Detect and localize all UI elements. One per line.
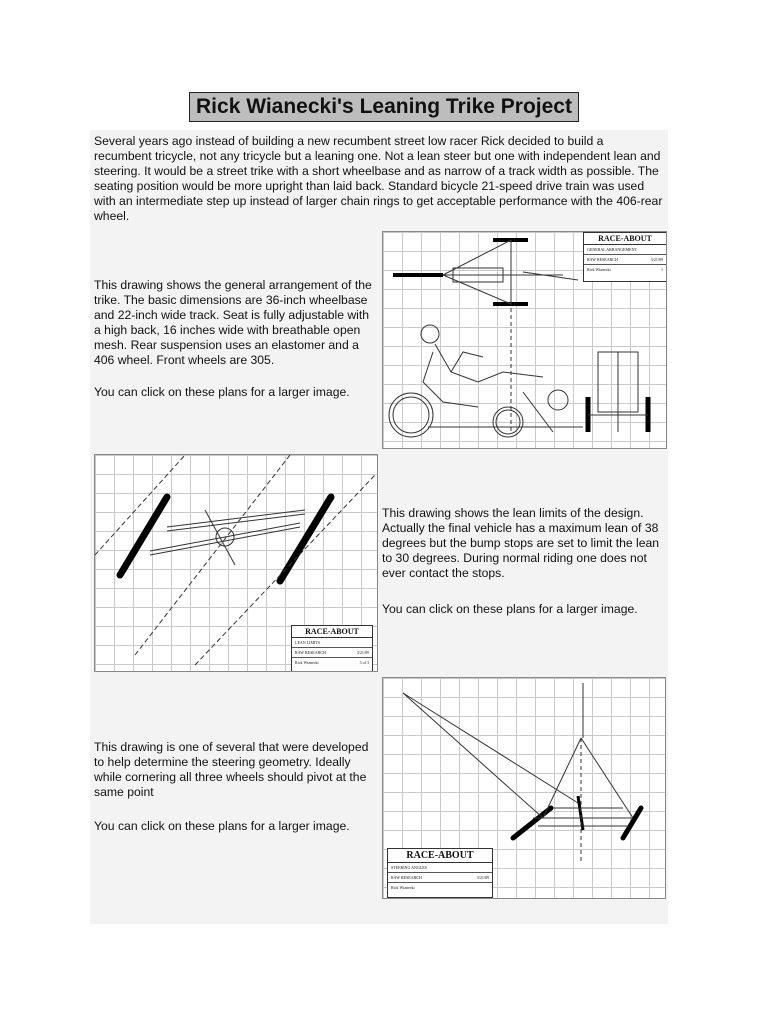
title-block-2-author: Rick Wianecki — [295, 660, 319, 665]
section-3-text: This drawing is one of several that were developed to help determine the steering geometry. Ideally while cornering all three wheels should pivot at the same point — [94, 740, 369, 799]
general-arrangement-drawing[interactable] — [382, 231, 667, 449]
title-block-1-sheet: 1 — [661, 267, 663, 272]
page-title: Rick Wianecki's Leaning Trike Project — [189, 92, 579, 122]
title-block-2-title: RACE-ABOUT — [292, 626, 372, 638]
content-panel — [90, 130, 668, 924]
intro-paragraph: Several years ago instead of building a new recumbent street low racer Rick decided to build a recumbent tricycle, not any tricycle but a leaning one. Not a lean steer but one with independent lean and steering. It would be a street trike with a short wheelbase and as narrow of a track width as possible. The seating position would be more upright than laid back. Standard bicycle 21-speed drive train was used with an intermediate step up instead of larger chain rings to get acceptable performance with the 406-rear wheel. — [94, 134, 663, 223]
title-block-2-sheet: 3 of 3 — [359, 660, 369, 665]
title-block-1 — [583, 232, 667, 282]
title-block-1-company-text: RAW RESEARCH — [587, 257, 618, 262]
title-block-3-author-row — [388, 883, 492, 892]
title-block-1-date: 3/21/89 — [650, 257, 663, 262]
section-2-text: This drawing shows the lean limits of the design. Actually the final vehicle has a maximum lean of 38 degrees but the bump stops are set to limit the lean to 30 degrees. During normal riding one does not ever contact the stops. — [382, 506, 660, 580]
steering-angles-drawing[interactable] — [382, 677, 666, 899]
section-1-text: This drawing shows the general arrangement of the trike. The basic dimensions are 36-inch wheelbase and 22-inch wide track. Seat is fully adjustable with a high back, 16 inches wide with breathable open mesh. Rear suspension uses an elastomer and a 406 wheel. Front wheels are 305. — [94, 278, 372, 367]
title-block-1-author: Rick Wianecki — [587, 267, 611, 272]
title-block-3-author: Rick Wianecki — [391, 885, 415, 890]
title-block-3 — [387, 848, 493, 898]
title-block-1-title: RACE-ABOUT — [584, 233, 666, 245]
title-block-1-author-row — [584, 265, 666, 274]
title-block-1-company — [584, 255, 666, 265]
section-1-link[interactable]: You can click on these plans for a larger image. — [94, 385, 350, 399]
title-block-3-date: 3/21/89 — [476, 875, 489, 880]
title-block-3-title: RACE-ABOUT — [388, 849, 492, 863]
title-block-3-company: RAW RESEARCH — [391, 875, 422, 880]
section-2-link[interactable]: You can click on these plans for a larger image. — [382, 602, 638, 616]
title-block-2 — [291, 625, 373, 672]
title-block-3-company-row — [388, 873, 492, 883]
title-block-2-company-row — [292, 648, 372, 658]
lean-limits-drawing[interactable] — [94, 454, 378, 672]
title-block-2-date: 3/21/89 — [356, 650, 369, 655]
title-block-3-subtitle: STEERING ANGLES — [388, 863, 492, 873]
title-wrap — [0, 92, 768, 122]
section-3-link[interactable]: You can click on these plans for a larger image. — [94, 819, 350, 833]
title-block-1-subtitle: GENERAL ARRANGEMENT — [584, 245, 666, 255]
title-block-2-company: RAW RESEARCH — [295, 650, 326, 655]
title-block-2-author-row — [292, 658, 372, 667]
title-block-2-subtitle: LEAN LIMITS — [292, 638, 372, 648]
